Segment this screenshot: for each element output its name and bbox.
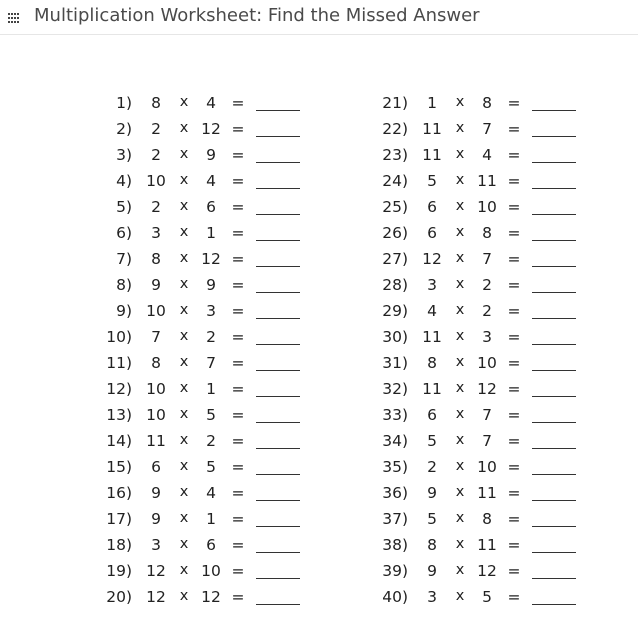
problem-number: 21) xyxy=(382,94,408,112)
equals-sign: = xyxy=(231,120,245,138)
times-sign: x xyxy=(455,302,465,318)
equals-sign: = xyxy=(507,380,521,398)
problem-row xyxy=(370,118,590,144)
problem-number: 6) xyxy=(116,224,132,242)
answer-blank[interactable] xyxy=(256,500,300,501)
second-factor: 12 xyxy=(201,120,221,138)
second-factor: 1 xyxy=(206,510,216,528)
problem-column-left xyxy=(94,92,314,612)
equals-sign: = xyxy=(507,146,521,164)
equals-sign: = xyxy=(507,536,521,554)
first-factor: 9 xyxy=(427,562,437,580)
answer-blank[interactable] xyxy=(532,552,576,553)
times-sign: x xyxy=(179,120,189,136)
equals-sign: = xyxy=(507,276,521,294)
answer-blank[interactable] xyxy=(532,578,576,579)
answer-blank[interactable] xyxy=(532,474,576,475)
times-sign: x xyxy=(455,510,465,526)
times-sign: x xyxy=(179,198,189,214)
problem-number: 29) xyxy=(382,302,408,320)
second-factor: 4 xyxy=(206,172,216,190)
first-factor: 12 xyxy=(146,588,166,606)
answer-blank[interactable] xyxy=(532,240,576,241)
answer-blank[interactable] xyxy=(532,266,576,267)
equals-sign: = xyxy=(231,536,245,554)
times-sign: x xyxy=(455,328,465,344)
first-factor: 11 xyxy=(422,380,442,398)
answer-blank[interactable] xyxy=(532,318,576,319)
problem-number: 11) xyxy=(106,354,132,372)
times-sign: x xyxy=(455,484,465,500)
problem-number: 9) xyxy=(116,302,132,320)
equals-sign: = xyxy=(231,224,245,242)
second-factor: 6 xyxy=(206,536,216,554)
answer-blank[interactable] xyxy=(532,370,576,371)
first-factor: 10 xyxy=(146,380,166,398)
first-factor: 11 xyxy=(422,146,442,164)
first-factor: 10 xyxy=(146,302,166,320)
second-factor: 7 xyxy=(206,354,216,372)
second-factor: 8 xyxy=(482,94,492,112)
problem-row xyxy=(94,352,314,378)
times-sign: x xyxy=(179,250,189,266)
first-factor: 3 xyxy=(427,588,437,606)
problem-column-right xyxy=(370,92,590,612)
second-factor: 8 xyxy=(482,224,492,242)
second-factor: 1 xyxy=(206,224,216,242)
first-factor: 8 xyxy=(427,536,437,554)
problem-row xyxy=(370,430,590,456)
answer-blank[interactable] xyxy=(532,162,576,163)
first-factor: 9 xyxy=(151,276,161,294)
times-sign: x xyxy=(179,94,189,110)
problem-row xyxy=(94,248,314,274)
problem-row xyxy=(370,170,590,196)
first-factor: 6 xyxy=(427,406,437,424)
answer-blank[interactable] xyxy=(256,292,300,293)
first-factor: 5 xyxy=(427,510,437,528)
equals-sign: = xyxy=(231,172,245,190)
second-factor: 2 xyxy=(206,432,216,450)
times-sign: x xyxy=(455,172,465,188)
second-factor: 1 xyxy=(206,380,216,398)
problem-row xyxy=(370,482,590,508)
problem-number: 22) xyxy=(382,120,408,138)
second-factor: 12 xyxy=(201,250,221,268)
equals-sign: = xyxy=(231,328,245,346)
problem-number: 39) xyxy=(382,562,408,580)
equals-sign: = xyxy=(231,146,245,164)
first-factor: 8 xyxy=(427,354,437,372)
first-factor: 2 xyxy=(427,458,437,476)
first-factor: 3 xyxy=(151,536,161,554)
problem-number: 27) xyxy=(382,250,408,268)
answer-blank[interactable] xyxy=(256,604,300,605)
answer-blank[interactable] xyxy=(256,396,300,397)
problem-number: 20) xyxy=(106,588,132,606)
problem-row xyxy=(370,92,590,118)
times-sign: x xyxy=(179,146,189,162)
times-sign: x xyxy=(455,588,465,604)
answer-blank[interactable] xyxy=(532,292,576,293)
problem-row xyxy=(94,118,314,144)
first-factor: 11 xyxy=(146,432,166,450)
first-factor: 8 xyxy=(151,250,161,268)
times-sign: x xyxy=(455,198,465,214)
problem-row xyxy=(94,326,314,352)
equals-sign: = xyxy=(507,328,521,346)
answer-blank[interactable] xyxy=(256,552,300,553)
problem-row xyxy=(370,326,590,352)
first-factor: 7 xyxy=(151,328,161,346)
equals-sign: = xyxy=(231,562,245,580)
answer-blank[interactable] xyxy=(532,396,576,397)
second-factor: 9 xyxy=(206,146,216,164)
problem-number: 7) xyxy=(116,250,132,268)
second-factor: 3 xyxy=(482,328,492,346)
times-sign: x xyxy=(455,406,465,422)
equals-sign: = xyxy=(231,588,245,606)
second-factor: 12 xyxy=(477,562,497,580)
second-factor: 12 xyxy=(477,380,497,398)
problem-row xyxy=(370,560,590,586)
times-sign: x xyxy=(179,380,189,396)
first-factor: 5 xyxy=(427,432,437,450)
problem-row xyxy=(370,404,590,430)
problem-row xyxy=(370,508,590,534)
second-factor: 4 xyxy=(482,146,492,164)
answer-blank[interactable] xyxy=(256,344,300,345)
problem-number: 2) xyxy=(116,120,132,138)
first-factor: 4 xyxy=(427,302,437,320)
answer-blank[interactable] xyxy=(532,214,576,215)
problem-number: 12) xyxy=(106,380,132,398)
problem-row xyxy=(370,274,590,300)
answer-blank[interactable] xyxy=(256,188,300,189)
first-factor: 10 xyxy=(146,406,166,424)
problem-row xyxy=(94,196,314,222)
problem-row xyxy=(94,586,314,612)
problem-row xyxy=(370,222,590,248)
answer-blank[interactable] xyxy=(532,500,576,501)
second-factor: 2 xyxy=(482,276,492,294)
second-factor: 9 xyxy=(206,276,216,294)
times-sign: x xyxy=(455,146,465,162)
first-factor: 12 xyxy=(422,250,442,268)
problem-number: 24) xyxy=(382,172,408,190)
times-sign: x xyxy=(179,224,189,240)
times-sign: x xyxy=(455,380,465,396)
second-factor: 10 xyxy=(477,354,497,372)
problem-row xyxy=(370,378,590,404)
first-factor: 10 xyxy=(146,172,166,190)
first-factor: 6 xyxy=(427,224,437,242)
problem-number: 31) xyxy=(382,354,408,372)
second-factor: 7 xyxy=(482,406,492,424)
times-sign: x xyxy=(455,120,465,136)
times-sign: x xyxy=(179,354,189,370)
answer-blank[interactable] xyxy=(532,526,576,527)
problem-row xyxy=(94,378,314,404)
problem-number: 37) xyxy=(382,510,408,528)
times-sign: x xyxy=(179,536,189,552)
problem-row xyxy=(94,92,314,118)
problem-number: 23) xyxy=(382,146,408,164)
times-sign: x xyxy=(455,354,465,370)
answer-blank[interactable] xyxy=(256,240,300,241)
equals-sign: = xyxy=(231,354,245,372)
times-sign: x xyxy=(455,250,465,266)
second-factor: 6 xyxy=(206,198,216,216)
first-factor: 12 xyxy=(146,562,166,580)
equals-sign: = xyxy=(507,406,521,424)
answer-blank[interactable] xyxy=(256,422,300,423)
times-sign: x xyxy=(179,172,189,188)
answer-blank[interactable] xyxy=(256,136,300,137)
problem-number: 36) xyxy=(382,484,408,502)
second-factor: 5 xyxy=(206,406,216,424)
problem-number: 1) xyxy=(116,94,132,112)
first-factor: 8 xyxy=(151,354,161,372)
problem-number: 16) xyxy=(106,484,132,502)
answer-blank[interactable] xyxy=(256,214,300,215)
first-factor: 2 xyxy=(151,120,161,138)
times-sign: x xyxy=(455,562,465,578)
equals-sign: = xyxy=(231,406,245,424)
equals-sign: = xyxy=(507,224,521,242)
first-factor: 9 xyxy=(151,510,161,528)
equals-sign: = xyxy=(507,458,521,476)
second-factor: 11 xyxy=(477,536,497,554)
second-factor: 2 xyxy=(206,328,216,346)
problem-row xyxy=(94,482,314,508)
equals-sign: = xyxy=(507,250,521,268)
equals-sign: = xyxy=(507,588,521,606)
problem-row xyxy=(370,300,590,326)
answer-blank[interactable] xyxy=(256,266,300,267)
times-sign: x xyxy=(455,94,465,110)
equals-sign: = xyxy=(231,380,245,398)
equals-sign: = xyxy=(507,562,521,580)
first-factor: 5 xyxy=(427,172,437,190)
problem-number: 38) xyxy=(382,536,408,554)
second-factor: 5 xyxy=(482,588,492,606)
equals-sign: = xyxy=(231,250,245,268)
second-factor: 11 xyxy=(477,172,497,190)
equals-sign: = xyxy=(231,276,245,294)
first-factor: 6 xyxy=(151,458,161,476)
first-factor: 8 xyxy=(151,94,161,112)
second-factor: 2 xyxy=(482,302,492,320)
answer-blank[interactable] xyxy=(532,110,576,111)
problem-number: 3) xyxy=(116,146,132,164)
equals-sign: = xyxy=(231,484,245,502)
problem-number: 19) xyxy=(106,562,132,580)
times-sign: x xyxy=(179,562,189,578)
times-sign: x xyxy=(179,458,189,474)
equals-sign: = xyxy=(507,432,521,450)
problem-row xyxy=(94,430,314,456)
answer-blank[interactable] xyxy=(532,422,576,423)
second-factor: 10 xyxy=(477,458,497,476)
page-title: Multiplication Worksheet: Find the Missed Answer xyxy=(34,5,480,26)
equals-sign: = xyxy=(231,198,245,216)
problem-row xyxy=(94,170,314,196)
answer-blank[interactable] xyxy=(256,110,300,111)
problem-number: 26) xyxy=(382,224,408,242)
answer-blank[interactable] xyxy=(256,448,300,449)
second-factor: 4 xyxy=(206,94,216,112)
times-sign: x xyxy=(455,276,465,292)
problem-row xyxy=(94,300,314,326)
problem-number: 34) xyxy=(382,432,408,450)
problem-number: 8) xyxy=(116,276,132,294)
times-sign: x xyxy=(455,458,465,474)
second-factor: 11 xyxy=(477,484,497,502)
times-sign: x xyxy=(179,588,189,604)
times-sign: x xyxy=(179,406,189,422)
answer-blank[interactable] xyxy=(256,318,300,319)
problem-number: 35) xyxy=(382,458,408,476)
equals-sign: = xyxy=(507,172,521,190)
times-sign: x xyxy=(455,432,465,448)
problem-row xyxy=(94,456,314,482)
problem-number: 5) xyxy=(116,198,132,216)
problem-number: 32) xyxy=(382,380,408,398)
problem-number: 33) xyxy=(382,406,408,424)
problem-number: 10) xyxy=(106,328,132,346)
times-sign: x xyxy=(455,536,465,552)
problem-row xyxy=(370,534,590,560)
problem-number: 40) xyxy=(382,588,408,606)
answer-blank[interactable] xyxy=(532,136,576,137)
times-sign: x xyxy=(179,328,189,344)
answer-blank[interactable] xyxy=(532,604,576,605)
first-factor: 2 xyxy=(151,198,161,216)
answer-blank[interactable] xyxy=(256,474,300,475)
times-sign: x xyxy=(179,432,189,448)
grid-icon xyxy=(8,13,20,23)
problem-number: 18) xyxy=(106,536,132,554)
answer-blank[interactable] xyxy=(256,162,300,163)
second-factor: 12 xyxy=(201,588,221,606)
first-factor: 11 xyxy=(422,328,442,346)
answer-blank[interactable] xyxy=(532,188,576,189)
equals-sign: = xyxy=(507,94,521,112)
problem-number: 13) xyxy=(106,406,132,424)
first-factor: 9 xyxy=(151,484,161,502)
first-factor: 9 xyxy=(427,484,437,502)
equals-sign: = xyxy=(231,510,245,528)
times-sign: x xyxy=(179,484,189,500)
answer-blank[interactable] xyxy=(532,448,576,449)
times-sign: x xyxy=(179,276,189,292)
second-factor: 10 xyxy=(201,562,221,580)
times-sign: x xyxy=(179,302,189,318)
second-factor: 10 xyxy=(477,198,497,216)
equals-sign: = xyxy=(507,302,521,320)
problem-row xyxy=(94,404,314,430)
second-factor: 8 xyxy=(482,510,492,528)
problem-row xyxy=(94,144,314,170)
first-factor: 1 xyxy=(427,94,437,112)
second-factor: 7 xyxy=(482,250,492,268)
times-sign: x xyxy=(455,224,465,240)
problem-number: 4) xyxy=(116,172,132,190)
problem-row xyxy=(370,352,590,378)
first-factor: 11 xyxy=(422,120,442,138)
problem-row xyxy=(94,222,314,248)
title-bar xyxy=(0,0,638,35)
first-factor: 6 xyxy=(427,198,437,216)
answer-blank[interactable] xyxy=(532,344,576,345)
answer-blank[interactable] xyxy=(256,370,300,371)
problem-row xyxy=(94,560,314,586)
second-factor: 5 xyxy=(206,458,216,476)
problem-row xyxy=(370,248,590,274)
times-sign: x xyxy=(179,510,189,526)
equals-sign: = xyxy=(507,484,521,502)
problem-row xyxy=(94,508,314,534)
problem-number: 28) xyxy=(382,276,408,294)
first-factor: 2 xyxy=(151,146,161,164)
problem-row xyxy=(94,274,314,300)
equals-sign: = xyxy=(231,94,245,112)
second-factor: 7 xyxy=(482,120,492,138)
equals-sign: = xyxy=(507,120,521,138)
equals-sign: = xyxy=(231,302,245,320)
problem-row xyxy=(94,534,314,560)
answer-blank[interactable] xyxy=(256,526,300,527)
problem-number: 15) xyxy=(106,458,132,476)
problem-row xyxy=(370,456,590,482)
second-factor: 7 xyxy=(482,432,492,450)
answer-blank[interactable] xyxy=(256,578,300,579)
problem-row xyxy=(370,196,590,222)
problem-number: 30) xyxy=(382,328,408,346)
problem-row xyxy=(370,586,590,612)
problem-number: 17) xyxy=(106,510,132,528)
equals-sign: = xyxy=(507,510,521,528)
problem-row xyxy=(370,144,590,170)
first-factor: 3 xyxy=(151,224,161,242)
second-factor: 3 xyxy=(206,302,216,320)
second-factor: 4 xyxy=(206,484,216,502)
equals-sign: = xyxy=(231,458,245,476)
problem-number: 25) xyxy=(382,198,408,216)
equals-sign: = xyxy=(231,432,245,450)
equals-sign: = xyxy=(507,354,521,372)
problem-number: 14) xyxy=(106,432,132,450)
first-factor: 3 xyxy=(427,276,437,294)
equals-sign: = xyxy=(507,198,521,216)
